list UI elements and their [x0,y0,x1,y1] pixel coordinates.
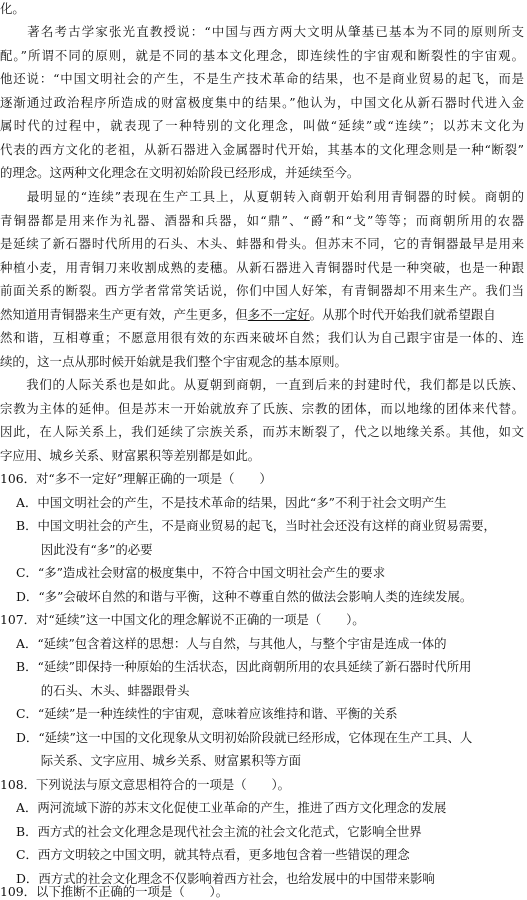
question-stem: 109．以下推断不正确的一项是（ ）。 [0,884,229,899]
option-b: B．中国文明社会的产生，不是商业贸易的起飞，当时社会还没有这样的商业贸易需要， [16,518,496,533]
passage-line: 最明显的“连续”表现在生产工具上，从夏朝转入商朝开始利用青铜器的时候。商朝的 [0,189,524,204]
passage-line: 他还说：“中国文明社会的产生，不是生产技术革命的结果，也不是商业贸易的起飞，而是 [0,71,524,86]
option-a: A．两河流域下游的苏末文化促使工业革命的产生，推进了西方文化理念的发展 [16,800,447,815]
passage-line: 然和谐，互相尊重；不愿意用很有效的东西来破坏自然；我们认为自己跟宇宙是一体的、连 [0,330,524,345]
question-stem: 108．下列说法与原文意思相符合的一项是（ ）。 [0,777,291,792]
option-b: B．“延续”即保持一种原始的生活状态，因此商朝所用的农具延续了新石器时代所用 [16,659,472,674]
passage-line: 续的，这一点从那时候开始就是我们整个宇宙观念的基本原则。 [0,354,347,369]
passage-line: 属时代的过程中，就表现了一种特别的文化理念，叫做“延续”或“连续”；以苏末文化为 [0,118,524,133]
passage-line: 种植小麦，用青铜刀来收割成熟的麦穗。从新石器进入青铜器时代是一种突破，也是一种跟 [0,260,524,275]
passage-line: 配。”所谓不同的原则，就是不同的基本文化理念，即连续性的宇宙观和断裂性的宇宙观。 [0,48,524,63]
passage-line: 逐渐通过政治程序所造成的财富极度集中的结果。”他认为，中国文化从新石器时代进入金 [0,95,524,110]
option-b: B．西方式的社会文化理念是现代社会主流的社会文化范式，它影响全世界 [16,824,422,839]
passage-line: 的理念。这两种文化理念在文明初始阶段已经形成，并延续至今。 [0,165,360,180]
passage-line: 化。 [0,1,25,16]
option-d: D．“多”会破坏自然的和谐与平衡，这种不尊重自然的做法会影响人类的连续发展。 [16,589,473,604]
question-stem: 106．对“多不一定好”理解正确的一项是（ ） [0,471,272,486]
passage-line [0,307,496,323]
passage-line: 青铜器都是用来作为礼器、酒器和兵器，如“鼎”、“爵”和“戈”等等；而商朝所用的农器 [0,213,524,228]
option-c: C．“延续”是一种连续性的宇宙观，意味着应该维持和谐、平衡的关系 [16,706,398,721]
option-d-continued: 际关系、文字应用、城乡关系、财富累积等方面 [16,753,301,768]
passage-line: 前面关系的断裂。西方学者常常笑话说，你们中国人好笨，有青铜器却不用来生产。我们当 [0,283,524,298]
passage-line: 代表的西方文化的老祖，从新石器进入金属器时代开始，其基本的文化理念则是一种“断裂” [0,142,524,157]
passage-line: 因此，在人际关系上，我们延续了宗族关系，而苏末断裂了，代之以地缘关系。其他，如文 [0,424,524,439]
passage-line: 字应用、城乡关系、财富累积等差别都是如此。 [0,448,261,463]
passage-text: 。从那个时代开始我们就希望跟自 [309,307,496,322]
option-a: A．中国文明社会的产生，不是技术革命的结果，因此“多”不利于社会文明产生 [16,495,447,510]
underlined-phrase: 多不一定好 [247,307,310,322]
passage-line: 是延续了新石器时代所用的石头、木头、蚌器和骨头。但苏末不同，它的青铜器最早是用来 [0,236,524,251]
passage-line: 我们的人际关系也是如此。从夏朝到商朝，一直到后来的封建时代，我们都是以氏族、 [0,377,524,392]
question-stem: 107．对“延续”这一中国文化的理念解说不正确的一项是（ ）。 [0,612,365,627]
option-a: A．“延续”包含着这样的思想：人与自然，与其他人，与整个宇宙是连成一体的 [16,636,447,651]
passage-text: 然知道用青铜器来生产更有效，产生更多，但 [0,307,248,322]
option-b-continued: 因此没有“多”的必要 [16,542,153,557]
option-d: D．“延续”这一中国的文化现象从文明初始阶段就已经形成，它体现在生产工具、人 [16,730,473,745]
option-c: C．西方文明较之中国文明，就其特点看，更多地包含着一些错误的理念 [16,847,410,862]
passage-line: 宗教为主体的延伸。但是苏末一开始就放弃了氏族、宗教的团体，而以地缘的团体来代替。 [0,401,524,416]
option-d: D．西方式的社会文化理念不仅影响着西方社会，也给发展中的中国带来影响 [16,871,435,886]
passage-line: 著名考古学家张光直教授说：“中国与西方两大文明从肇基已基本为不同的原则所支 [0,24,524,39]
option-b-continued: 的石头、木头、蚌器跟骨头 [16,683,190,698]
option-c: C．“多”造成社会财富的极度集中，不符合中国文明社会产生的要求 [16,565,386,580]
